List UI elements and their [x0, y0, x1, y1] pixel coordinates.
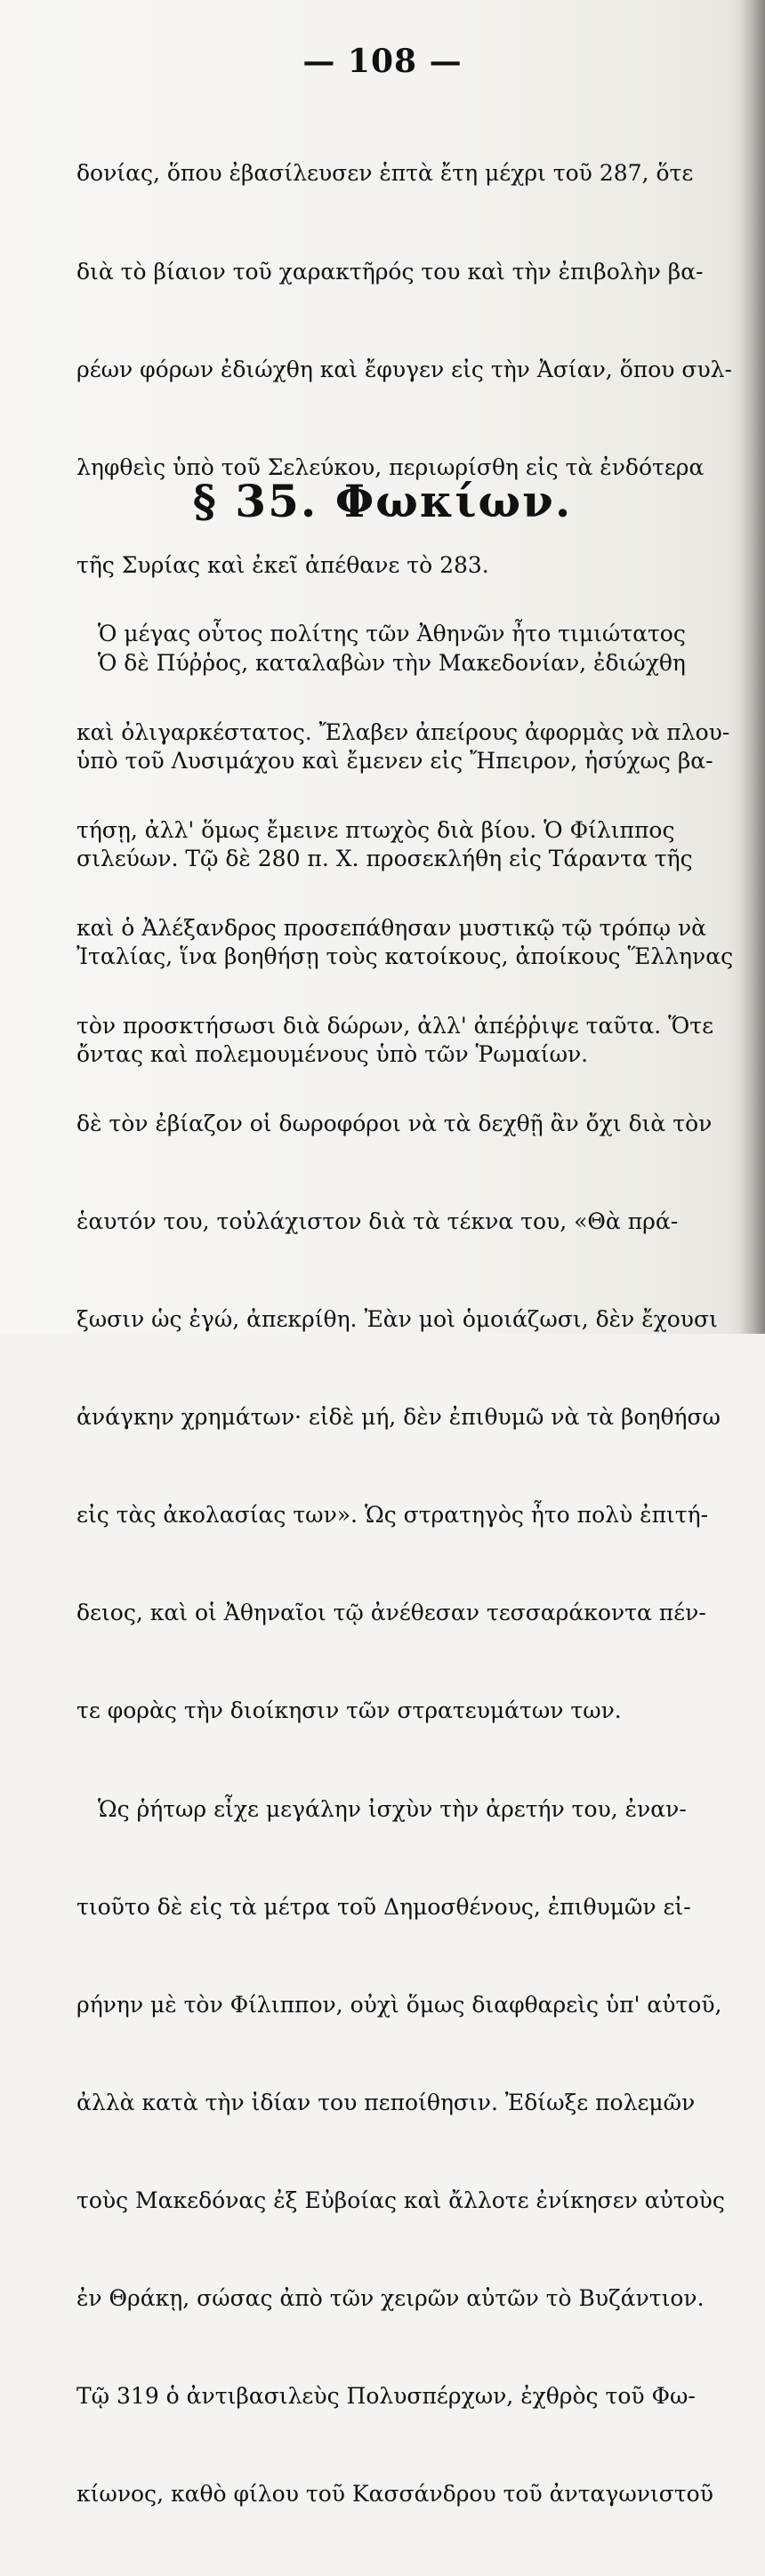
text-line: καὶ ὁ Ἀλέξανδρος προσεπάθησαν μυστικῷ τῷ τρόπῳ νὰ	[76, 914, 707, 941]
text-line: ρήνην μὲ τὸν Φίλιππον, οὐχὶ ὅμως διαφθαρεὶς ὑπ' αὐτοῦ,	[76, 1991, 722, 2018]
text-line: σιλεύων. Τῷ δὲ 280 π. Χ. προσεκλήθη εἰς Τάραντα τῆς	[76, 846, 693, 872]
text-line: ἀνάγκην χρημάτων· εἰδὲ μή, δὲν ἐπιθυμῶ νὰ τὰ βοηθήσω	[76, 1404, 721, 1431]
page-number: — 108 —	[302, 43, 463, 80]
text-line: τοὺς Μακεδόνας ἐξ Εὐβοίας καὶ ἄλλοτε ἐνίκησεν αὐτοὺς	[76, 2187, 725, 2213]
text-line: Ἰταλίας, ἵνα βοηθήσῃ τοὺς κατοίκους, ἀποίκους Ἕλληνας	[76, 943, 734, 970]
text-line: δειος, καὶ οἱ Ἀθηναῖοι τῷ ἀνέθεσαν τεσσαράκοντα πέν-	[76, 1600, 706, 1626]
text-line: Ὡς ῥήτωρ εἶχε μεγάλην ἰσχὺν τὴν ἀρετήν του, ἐναν-	[76, 1795, 687, 1822]
text-line: Τῷ 319 ὁ ἀντιβασιλεὺς Πολυσπέρχων, ἐχθρὸς τοῦ Φω-	[76, 2383, 696, 2410]
text-line: ὄντας καὶ πολεμουμένους ὑπὸ τῶν Ῥωμαίων.	[76, 1041, 589, 1068]
section-heading: § 35. Φωκίων.	[192, 475, 573, 527]
text-line: ἐν Θράκῃ, σώσας ἀπὸ τῶν χειρῶν αὐτῶν τὸ Βυζάντιον.	[76, 2285, 705, 2311]
text-line: ληφθεὶς ὑπὸ τοῦ Σελεύκου, περιωρίσθη εἰς τὰ ἐνδότερα	[76, 453, 705, 480]
text-line: κίωνος, καθὸ φίλου τοῦ Κασσάνδρου τοῦ ἀνταγωνιστοῦ	[76, 2481, 713, 2508]
text-line: τιοῦτο δὲ εἰς τὰ μέτρα τοῦ Δημοσθένους, ἐπιθυμῶν εἰ-	[76, 1893, 691, 1920]
text-line: δὲ τὸν ἐβίαζον οἱ δωροφόροι νὰ τὰ δεχθῇ ἂν ὄχι διὰ τὸν	[76, 1110, 713, 1136]
text-line: ἑαυτόν του, τοὐλάχιστον διὰ τὰ τέκνα του, «Θὰ πρά-	[76, 1208, 679, 1234]
text-line: τῆς Συρίας καὶ ἐκεῖ ἀπέθανε τὸ 283.	[76, 551, 489, 578]
text-line: Ὁ μέγας οὗτος πολίτης τῶν Ἀθηνῶν ἦτο τιμιώτατος	[76, 621, 686, 647]
text-line: τὸν προσκτήσωσι διὰ δώρων, ἀλλ' ἀπέῤῥιψε ταῦτα. Ὅτε	[76, 1012, 714, 1039]
text-line: καὶ ὀλιγαρκέστατος. Ἔλαβεν ἀπείρους ἀφορμὰς νὰ πλου-	[76, 718, 730, 745]
text-line: τήσῃ, ἀλλ' ὅμως ἔμεινε πτωχὸς διὰ βίου. Ὁ Φίλιππος	[76, 816, 675, 843]
text-line: ξωσιν ὡς ἐγώ, ἀπεκρίθη. Ἐὰν μοὶ ὁμοιάζωσι, δὲν ἔχουσι	[76, 1306, 718, 1333]
text-line: εἰς τὰς ἀκολασίας των». Ὡς στρατηγὸς ἦτο πολὺ ἐπιτή-	[76, 1502, 709, 1529]
text-line: ρέων φόρων ἐδιώχθη καὶ ἔφυγεν εἰς τὴν Ἀσίαν, ὅπου συλ-	[76, 356, 732, 382]
text-block-bottom	[76, 553, 734, 2576]
page-edge-shadow	[740, 0, 765, 1334]
text-line: δονίας, ὅπου ἐβασίλευσεν ἑπτὰ ἔτη μέχρι τοῦ 287, ὅτε	[76, 160, 694, 187]
text-line: τε φορὰς τὴν διοίκησιν τῶν στρατευμάτων των.	[76, 1697, 622, 1724]
text-line: Ὁ δὲ Πύῤῥος, καταλαβὼν τὴν Μακεδονίαν, ἐδιώχθη	[76, 649, 686, 676]
text-line: ἀλλὰ κατὰ τὴν ἰδίαν του πεποίθησιν. Ἐδίωξε πολεμῶν	[76, 2089, 696, 2115]
text-line: ὑπὸ τοῦ Λυσιμάχου καὶ ἔμενεν εἰς Ἤπειρον, ἡσύχως βα-	[76, 747, 713, 774]
text-line: διὰ τὸ βίαιον τοῦ χαρακτῆρός του καὶ τὴν ἐπιβολὴν βα-	[76, 258, 704, 285]
